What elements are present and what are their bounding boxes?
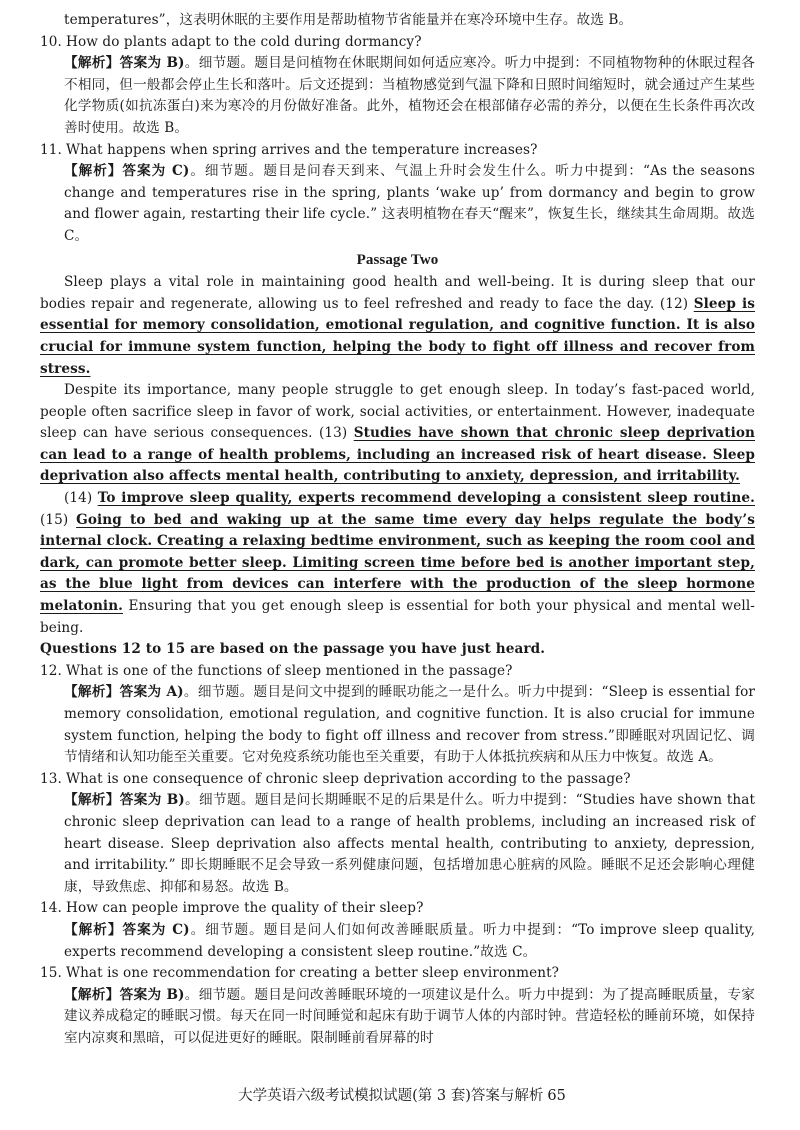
question-number: 13. [40, 770, 62, 787]
key-sentence-13: Studies have shown that chronic sleep deprivation can lead to a range of health problems, including an increased risk of heart disease. Sleep deprivation also affects mental health, contributing to anxiety, depression, and irritability. [40, 425, 755, 485]
question-text: How do plants adapt to the cold during dormancy? [66, 33, 422, 50]
paragraph-text: Sleep plays a vital role in maintaining good health and well-being. It is during sleep that our bodies repair and regenerate, allowing us to feel refreshed and ready to face the day. [40, 274, 755, 312]
paragraph-text: Ensuring that you get enough sleep is essential for both your physical and mental well-being. [40, 598, 755, 636]
answer-tag: 【解析】答案为 B) [64, 55, 185, 72]
explanation: 。细节题。题目是问人们如何改善睡眠质量。听力中提到：“To improve sleep quality, experts recommend developing a consistent sleep routine.”故选 C。 [64, 921, 756, 960]
explanation: 。细节题。题目是问长期睡眠不足的后果是什么。听力中提到：“Studies have shown that chronic sleep deprivation can lead to a range of health problems, including an increased risk of heart disease. Sleep deprivation also affects mental health, contributing to anxiety, depression, and irritability.” 即长期睡眠不足会导致一系列健康问题，包括增加患心脏病的风险。睡眠不足还会影响心理健康，导致焦虑、抑郁和易怒。故选 B。 [64, 792, 756, 895]
explanation: 。细节题。题目是问植物在休眠期间如何适应寒冷。听力中提到：不同植物物种的休眠过程各不相同，但一般都会停止生长和落叶。后文还提到：当植物感觉到气温下降和日照时间缩短时，就会通过产生某些化学物质(如抗冻蛋白)来为寒冷的月份做好准备。此外，植物还会在根部储存必需的养分，以便在生长条件再次改善时使用。故选 B。 [64, 55, 755, 136]
passage-paragraph-2 [40, 380, 755, 488]
question-text: What is one of the functions of sleep mentioned in the passage? [66, 662, 513, 679]
answer-tag: 【解析】答案为 B) [64, 986, 185, 1003]
answer-tag: 【解析】答案为 C) [64, 921, 190, 938]
page-number: 65 [547, 1088, 566, 1104]
answer-tag: 【解析】答案为 B) [64, 792, 185, 809]
question-number: 12. [40, 662, 62, 679]
question-10 [40, 32, 755, 140]
passage-paragraph-3 [40, 488, 755, 639]
answer-tag: 【解析】答案为 C) [64, 163, 190, 180]
question-14 [40, 898, 755, 963]
question-11 [40, 140, 755, 248]
key-sentence-14: To improve sleep quality, experts recommend developing a consistent sleep routine. [97, 490, 755, 507]
footer-title: 大学英语六级考试模拟试题(第 3 套)答案与解析 [238, 1088, 544, 1104]
question-number: 10. [40, 33, 62, 50]
question-text: What happens when spring arrives and the temperature increases? [66, 141, 538, 158]
question-marker-14: (14) [64, 490, 98, 507]
question-number: 15. [40, 965, 62, 982]
question-number: 11. [40, 141, 62, 158]
questions-instruction: Questions 12 to 15 are based on the passage you have just heard. [40, 641, 546, 658]
explanation: 。细节题。题目是问文中提到的睡眠功能之一是什么。听力中提到：“Sleep is essential for memory consolidation, emotional regulation, and cognitive function. It is also crucial for immune system function, helping the body to fight off illness and recover from stress.”即睡眠对巩固记忆、调节情绪和认知功能至关重要。它对免疫系统功能也至关重要，有助于人体抵抗疾病和从压力中恢复。故选 A。 [64, 684, 755, 766]
continuation-text: temperatures”，这表明休眠的主要作用是帮助植物节省能量并在寒冷环境中生存。故选 B。 [64, 12, 633, 28]
question-marker-13: (13) [319, 425, 354, 442]
paragraph-text: Despite its importance, many people struggle to get enough sleep. In today’s fast-paced world, people often sacrifice sleep in favor of work, social activities, or entertainment. However, inadequate sleep can have serious consequences. [40, 382, 755, 442]
passage-title: Passage Two [356, 251, 439, 268]
question-13 [40, 769, 755, 899]
answer-analysis-page [40, 10, 755, 1050]
question-text: How can people improve the quality of their sleep? [66, 900, 424, 917]
question-marker-12: (12) [659, 295, 694, 312]
passage-paragraph-1 [40, 272, 755, 380]
page-footer [0, 1084, 800, 1105]
key-sentence-12: Sleep is essential for memory consolidation, emotional regulation, and cognitive function. It is also crucial for immune system function, helping the body to fight off illness and recover from stress. [40, 295, 755, 377]
question-text: What is one consequence of chronic sleep deprivation according to the passage? [66, 770, 631, 787]
explanation: 。细节题。题目是问春天到来、气温上升时会发生什么。听力中提到：“As the seasons change and temperatures rise in the spring, plants ‘wake up’ from dormancy and begin to grow and flower again, restarting their life cycle.” 这表明植物在春天“醒来”，恢复生长，继续其生命周期。故选 C。 [64, 163, 756, 244]
question-number: 14. [40, 900, 62, 917]
explanation: 。细节题。题目是问改善睡眠环境的一项建议是什么。听力中提到：为了提高睡眠质量，专家建议养成稳定的睡眠习惯。每天在同一时间睡觉和起床有助于调节人体的内部时钟。营造轻松的睡前环境，如保持室内凉爽和黑暗，可以促进更好的睡眠。限制睡前看屏幕的时 [64, 986, 755, 1046]
answer-tag: 【解析】答案为 A) [64, 684, 184, 701]
question-12 [40, 661, 755, 769]
key-sentence-15: Going to bed and waking up at the same time every day helps regulate the body’s internal clock. Creating a relaxing bedtime environment, such as keeping the room cool and dark, can promote better sleep. Limiting screen time before bed is another important step, as the blue light from devices can interfere with the production of the sleep hormone melatonin. [40, 511, 755, 615]
question-text: What is one recommendation for creating a better sleep environment? [66, 965, 560, 982]
question-marker-15: (15) [40, 511, 77, 528]
question-15 [40, 963, 755, 1049]
